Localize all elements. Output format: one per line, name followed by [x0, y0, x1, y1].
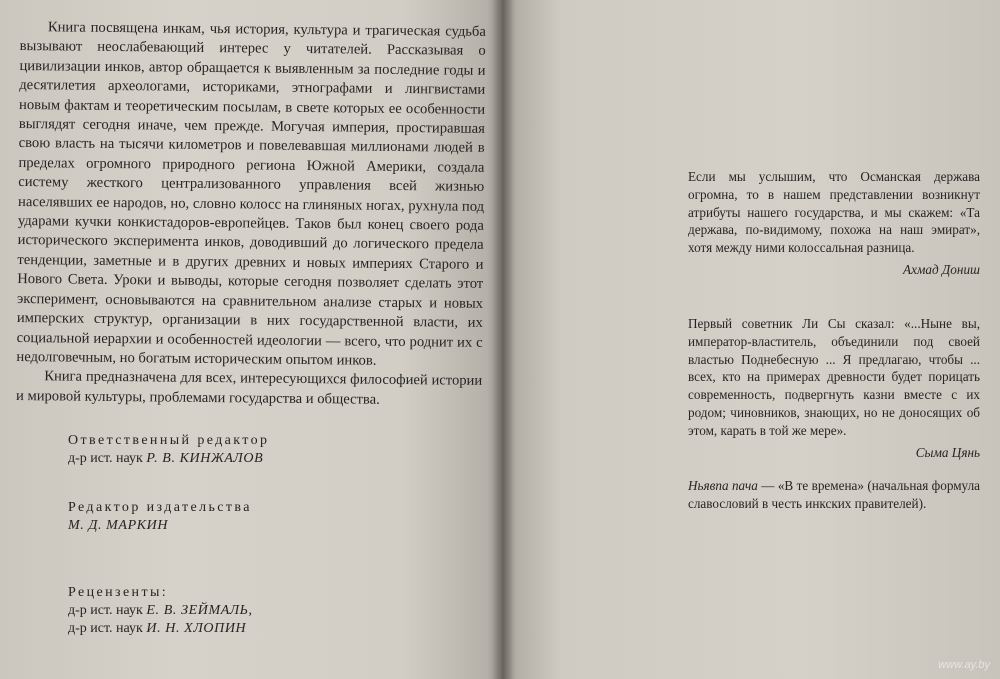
responsible-editor-role: Ответственный редактор [68, 433, 270, 448]
reviewer-1 [68, 602, 368, 620]
reviewer-2 [68, 620, 368, 638]
epigraph-1-author: Ахмад Дониш [903, 261, 980, 277]
responsible-editor-name: Р. В. КИНЖАЛОВ [146, 451, 264, 466]
annotation-paragraph-2: Книга предназначена для всех, интересующихся философией истории и мировой культуры, проблемами государства и общества. [15, 368, 483, 408]
epigraph-2-author: Сыма Цянь [915, 444, 980, 460]
epigraph-1-text: Если мы услышим, что Османская держава огромна, то в нашем представлении возникнут атрибуты нашего государства, и мы скажем: «Та держава, по-видимому, похожа на наш эмират», хотя между ними колоссальная разница. [688, 169, 980, 256]
annotation-paragraph-1: Книга посвящена инкам, чья история, культура и трагическая судьба вызывают неослабевающий интерес у читателей. Рассказывая о цивилизации инков, автор обращается к выявленным за последние годы и десятилетия археологами, историками, этнографами и лингвистами новым фактам и теоретическим посылам, в свете которых ее особенности выглядят сегодня иначе, чем прежде. Могучая империя, простиравшая свою власть на тысячи километров и повелевавшая миллионами людей в пределах огромного природного региона Южной Америки, создала систему жесткого централизованного управления всей жизнью населявших ее народов, но, словно колосс на глиняных ногах, рухнула под ударами кучки конкистадоров-европейцев. Таков был конец своего рода исторического эксперимента инков, доводивший до логического предела тенденции, заметные и в других древних и новых империях Старого и Нового Света. Уроки и выводы, которые сегодня позволяет сделать этот эксперимент, основываются на сравнительном анализе старых и новых имперских структур, организации в них государственной власти, их социальной иерархии и особенностей идеологии — всего, что роднит их с недолговечным, но богатым историческим опытом инков. [16, 19, 486, 369]
footnote-text: — «В те времена» (начальная формула славословий в честь инкских правителей). [688, 478, 981, 511]
epigraph-1 [688, 168, 980, 279]
publisher-editor-name: М. Д. МАРКИН [68, 518, 169, 533]
reviewer-2-degree: д-р ист. наук [68, 621, 143, 636]
publisher-editor-role: Редактор издательства [68, 500, 252, 515]
reviewers [68, 584, 368, 638]
publisher-editor [68, 499, 368, 535]
reviewer-1-name: Е. В. ЗЕЙМАЛЬ, [146, 603, 253, 618]
footnote-term: Ньявпа пача [688, 478, 758, 493]
book-gutter-shadow [492, 0, 514, 679]
reviewer-2-name: И. Н. ХЛОПИН [146, 621, 247, 636]
reviewers-role: Рецензенты: [68, 585, 169, 600]
book-annotation [16, 18, 486, 411]
responsible-editor-degree: д-р ист. наук [68, 451, 143, 466]
responsible-editor [68, 432, 368, 468]
epigraph-2-text: Первый советник Ли Сы сказал: «...Ныне вы, император-властитель, объединили под своей властью Поднебесную ... Я предлагаю, чтобы ... всех, кто на примерах древности будет порицать современность, подвергнуть казни вместе с их родом; чиновников, знающих, но не доносящих об этом, карать в той же мере». [688, 316, 980, 438]
watermark: www.ay.by [938, 659, 990, 671]
reviewer-1-degree: д-р ист. наук [68, 603, 143, 618]
footnote [688, 477, 980, 513]
epigraph-2 [688, 315, 980, 461]
